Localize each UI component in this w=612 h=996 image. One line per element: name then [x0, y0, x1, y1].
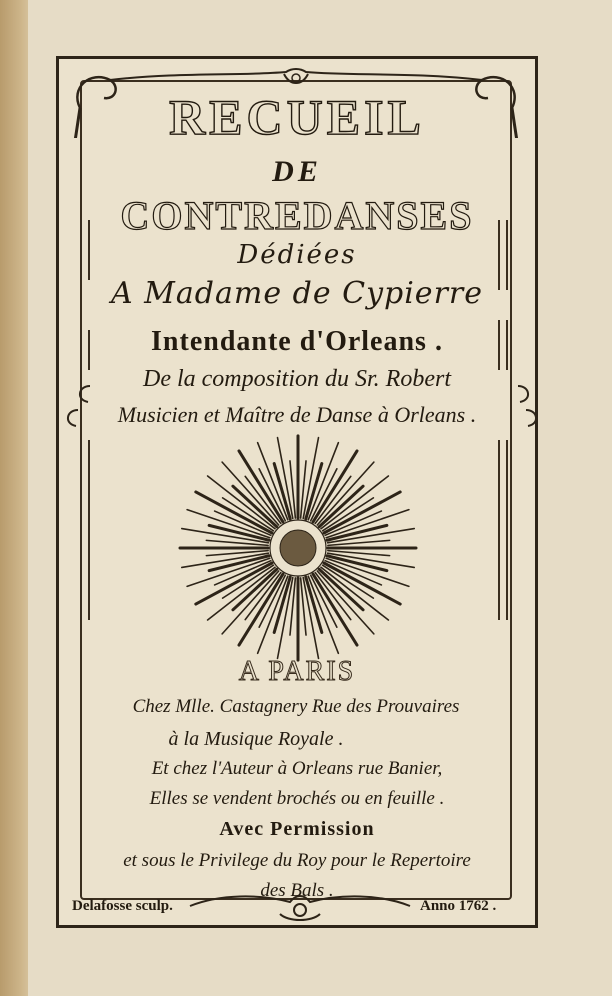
sun-ray	[258, 443, 288, 520]
sun-core	[280, 530, 316, 566]
privilege-line: et sous le Privilege du Roy pour le Repertoire	[123, 850, 471, 871]
imprint-seller-line: Chez Mlle. Castagnery Rue des Prouvaires	[132, 696, 460, 717]
imprint-shop-line: à la Musique Royale .	[168, 728, 344, 750]
permission-line: Avec Permission	[219, 818, 375, 840]
dedication-intendante: Intendante d'Orleans .	[151, 326, 443, 357]
privilege-line-end: des Bals .	[260, 880, 334, 901]
sun-ray	[308, 443, 338, 520]
sun-ray	[258, 576, 288, 653]
dedication-madame: A Madame de Cypierre	[110, 276, 484, 311]
left-pillar-ornament	[80, 440, 90, 620]
publication-date: Anno 1762 .	[420, 898, 497, 914]
title-recueil: RECUEIL	[169, 89, 425, 145]
imprint-sales-line: Elles se vendent brochés ou en feuille .	[149, 788, 445, 809]
composer-title-line: Musicien et Maître de Danse à Orleans .	[117, 402, 477, 427]
composer-line: De la composition du Sr. Robert	[143, 366, 451, 392]
right-pillar-ornament	[498, 440, 508, 620]
imprint-city: A PARIS	[238, 656, 356, 687]
title-contredanses: CONTREDANSES	[120, 193, 474, 238]
engraver-signature: Delafosse sculp.	[72, 898, 173, 914]
sun-ray	[308, 576, 338, 653]
sunburst-engraving	[130, 420, 470, 670]
title-de: DE	[272, 155, 322, 188]
dedication-dediees: Dédiées	[237, 240, 357, 270]
imprint-author-line: Et chez l'Auteur à Orleans rue Banier,	[151, 758, 443, 779]
